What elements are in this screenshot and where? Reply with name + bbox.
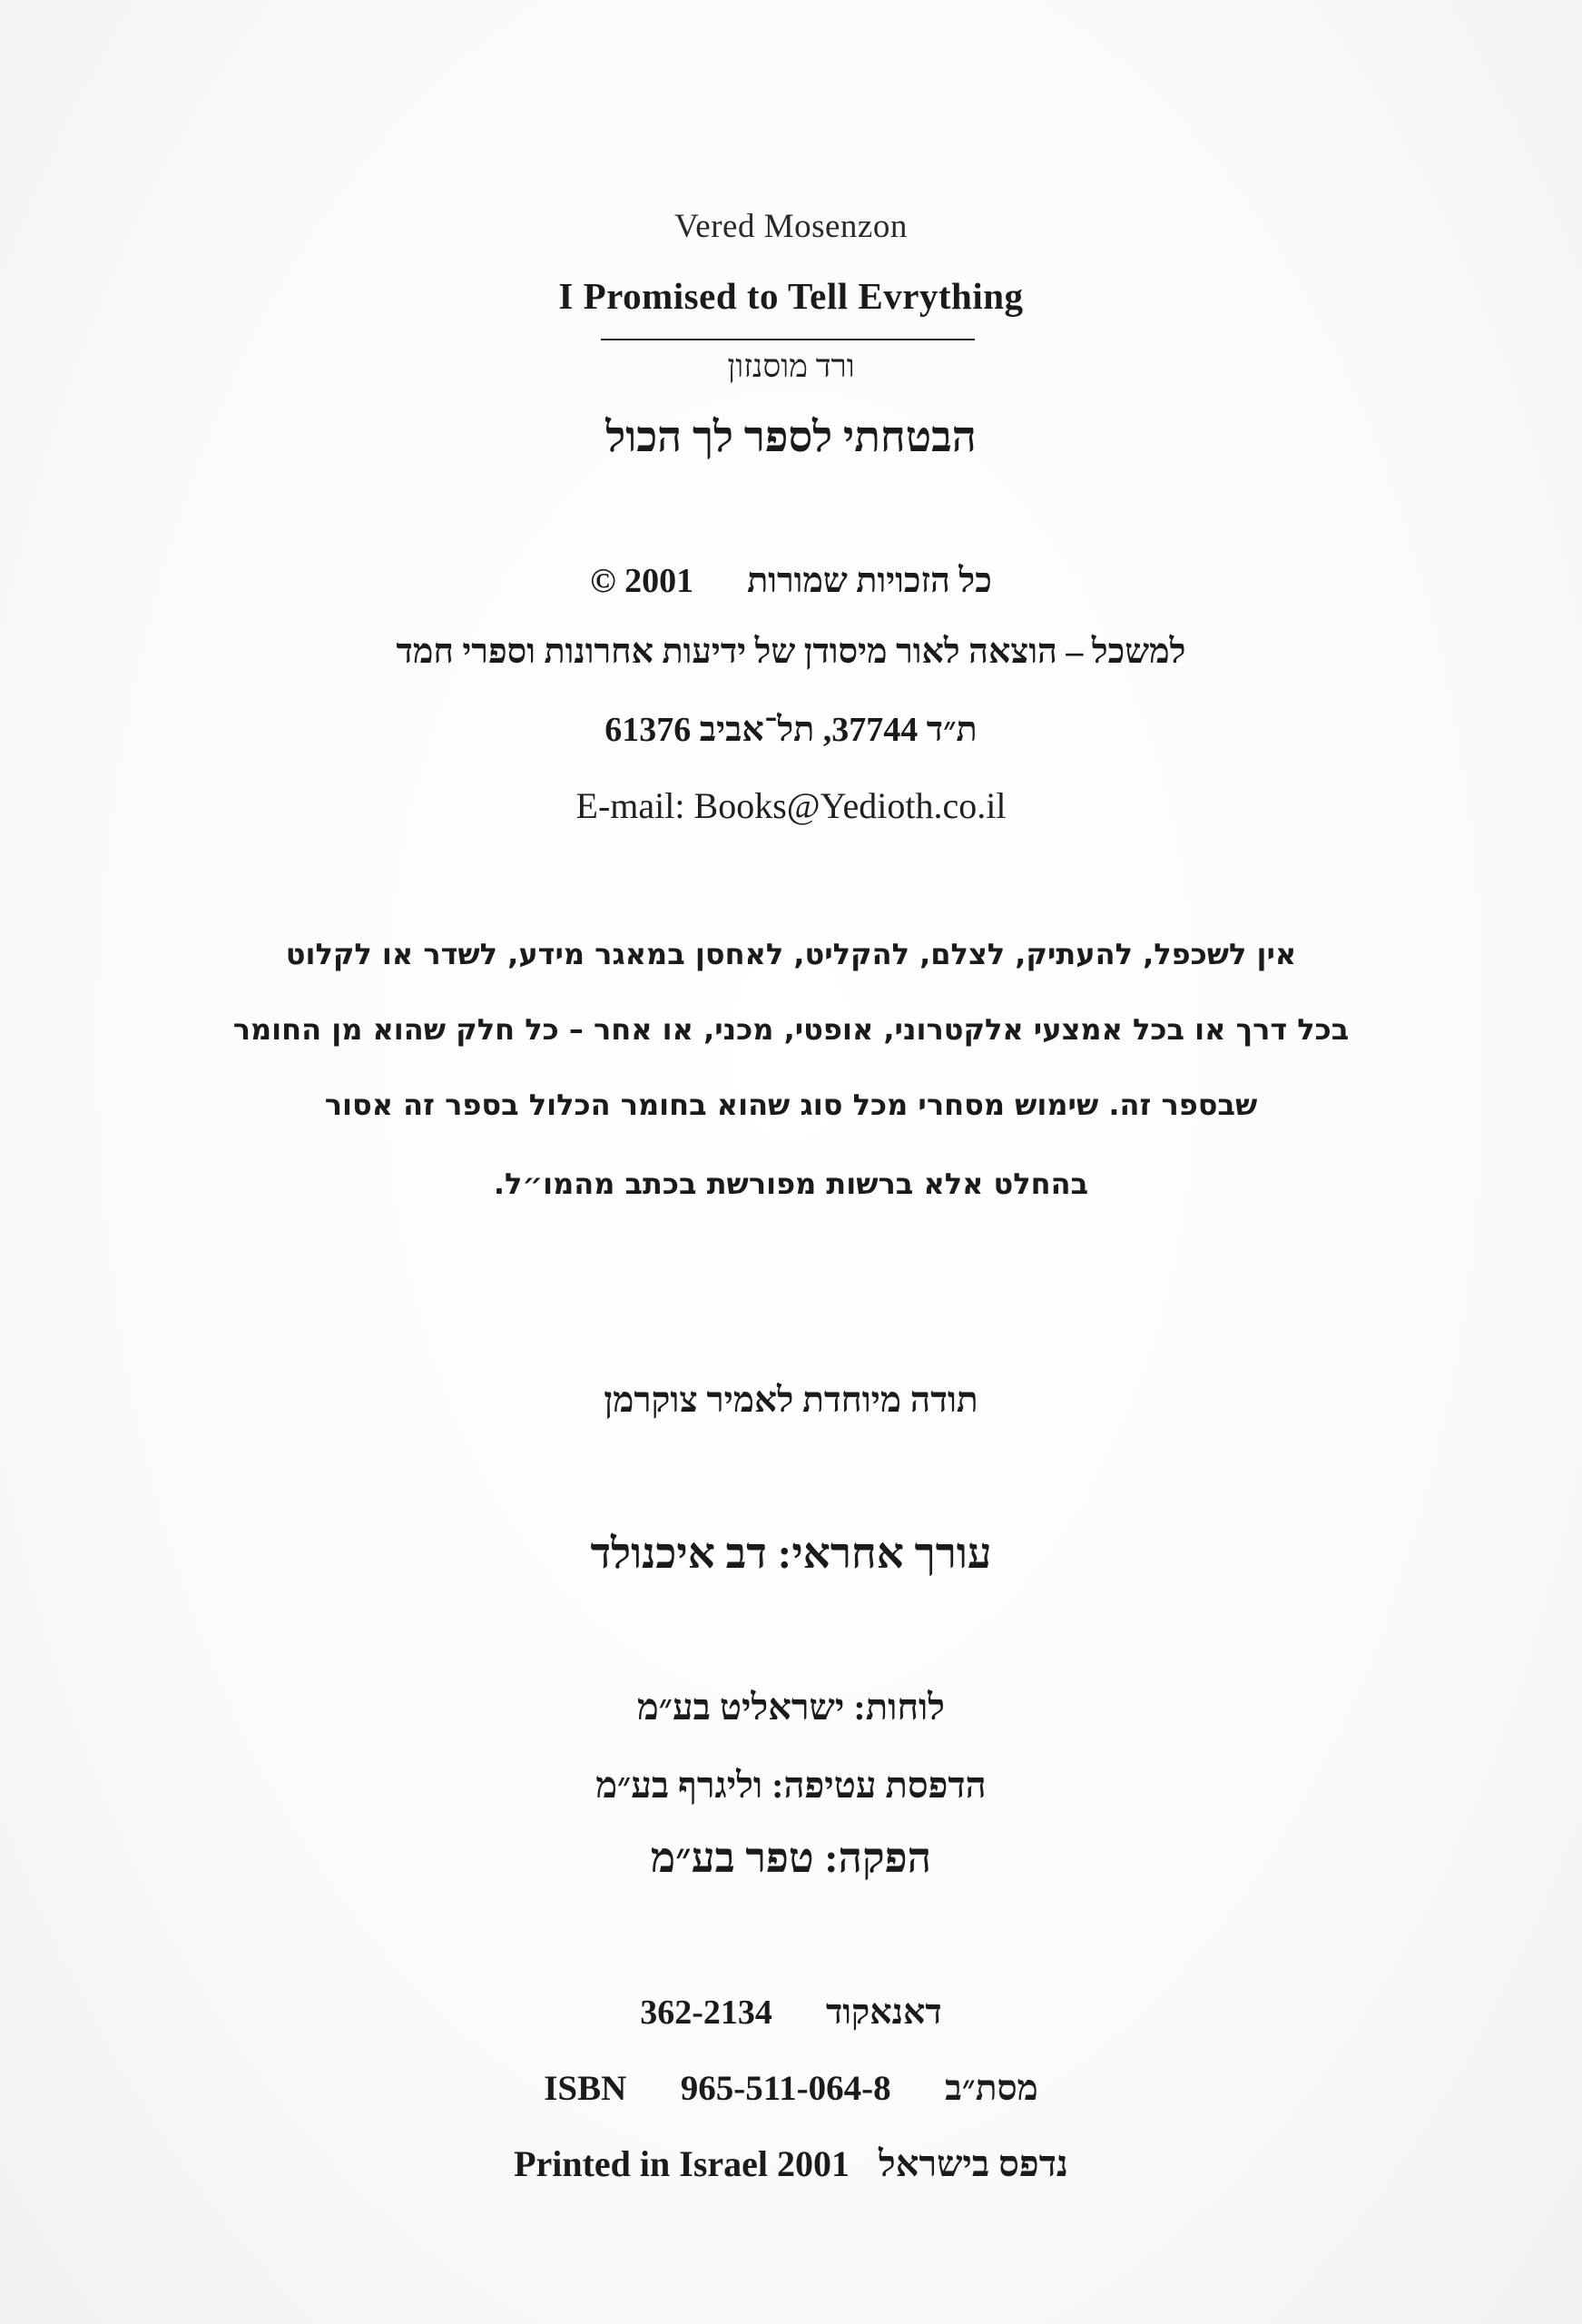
isbn-value: 965-511-064-8 xyxy=(680,2069,891,2108)
copyright-year: © 2001 xyxy=(590,562,694,600)
cover-printing-credit: הדפסת עטיפה: וליגרף בע״מ xyxy=(595,1765,987,1806)
legal-notice-line: בהחלט אלא ברשות מפורשת בכתב מהמו״ל. xyxy=(493,1167,1089,1201)
dan-code-value: 362-2134 xyxy=(640,1994,772,2032)
author-name-english: Vered Mosenzon xyxy=(674,208,908,245)
isbn-label-hebrew: מסת״ב xyxy=(945,2069,1038,2108)
publisher-email: E-mail: Books@Yedioth.co.il xyxy=(575,785,1007,826)
plates-credit: לוחות: ישראליט בע״מ xyxy=(637,1687,945,1728)
legal-notice-line: בכל דרך או בכל אמצעי אלקטרוני, אופטי, מכני, או אחר – כל חלק שהוא מן החומר xyxy=(232,1012,1350,1047)
copyright-text: כל הזכויות שמורות xyxy=(747,562,992,600)
printed-in-english: Printed in Israel 2001 xyxy=(514,2143,850,2184)
book-title-hebrew: הבטחתי לספר לך הכול xyxy=(605,414,977,461)
legal-notice-line: שבספר זה. שימוש מסחרי מכל סוג שהוא בחומר הכלול בספר זה אסור xyxy=(324,1088,1258,1122)
production-credit: הפקה: טפר בע״מ xyxy=(650,1835,932,1881)
publisher-line: למשכל – הוצאה לאור מיסודן של ידיעות אחרונות וספרי חמד xyxy=(396,633,1186,671)
acknowledgement: תודה מיוחדת לאמיר צוקרמן xyxy=(604,1381,978,1420)
isbn-line xyxy=(0,2068,1582,2109)
dan-code-label: דאנאקוד xyxy=(825,1994,942,2032)
author-name-hebrew: ורד מוסנזון xyxy=(727,349,855,384)
printed-in-hebrew: נדפס בישראל xyxy=(879,2143,1068,2184)
legal-notice-line: אין לשכפל, להעתיק, לצלם, להקליט, לאחסן במאגר מידע, לשדר או לקלוט xyxy=(285,937,1297,971)
publisher-address: ת״ד 37744, תל־אביב 61376 xyxy=(604,711,978,749)
editor-credit: עורך אחראי: דב איכנולד xyxy=(590,1531,992,1578)
copyright-line xyxy=(0,561,1582,601)
book-title-english: I Promised to Tell Evrything xyxy=(558,275,1024,317)
printed-in-line xyxy=(0,2142,1582,2185)
title-divider xyxy=(601,339,975,340)
dan-code-line xyxy=(0,1993,1582,2033)
isbn-label-english: ISBN xyxy=(544,2069,627,2108)
